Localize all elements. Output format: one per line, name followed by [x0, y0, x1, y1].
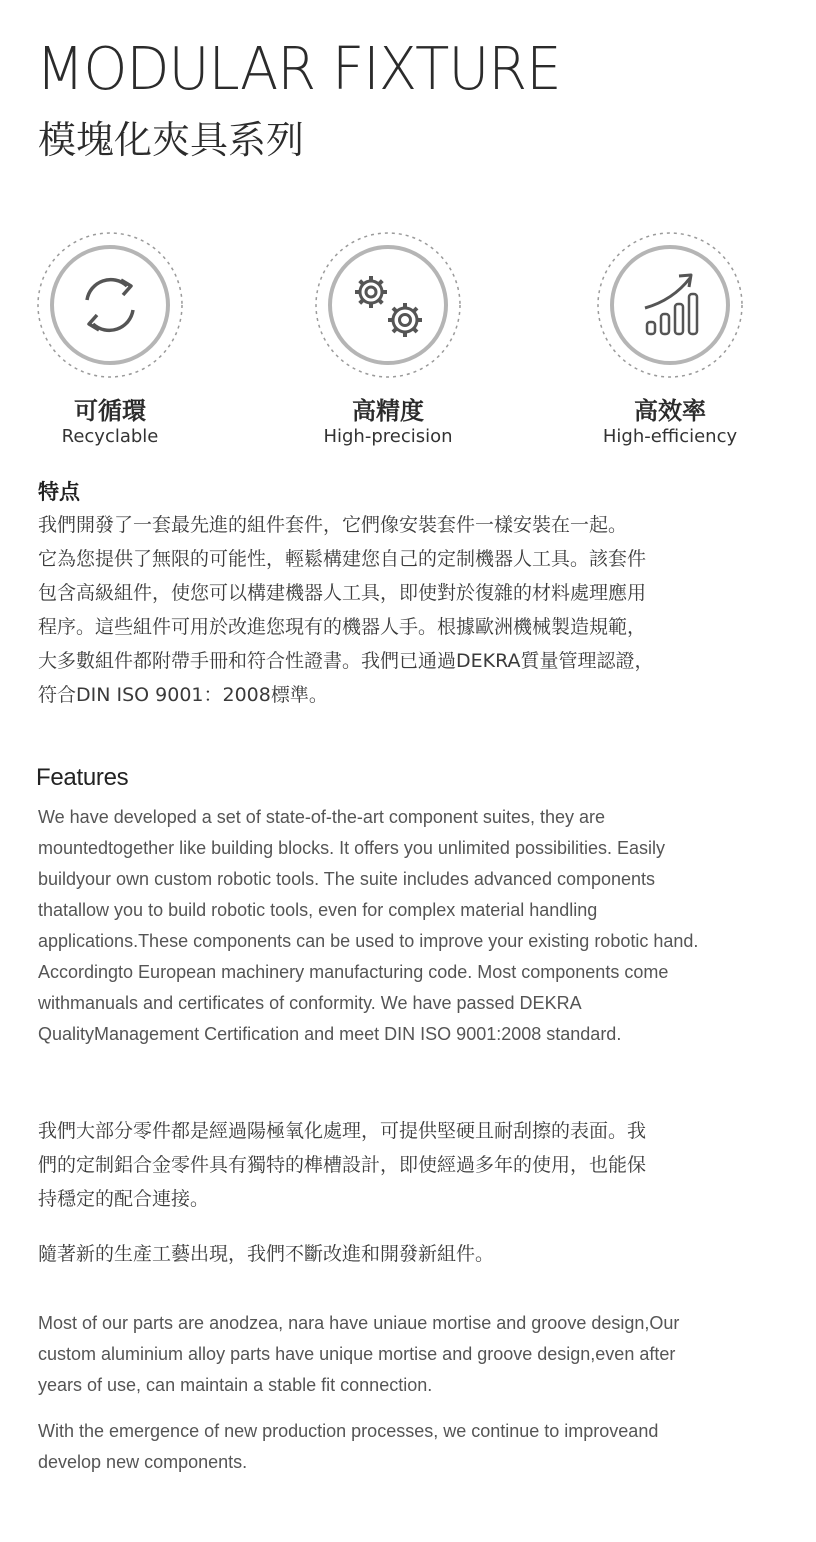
paragraph-line: 持穩定的配合連接。: [38, 1188, 210, 1210]
feature-high-efficiency: [560, 230, 780, 448]
feature-high-precision: [278, 230, 498, 448]
paragraph-line: develop new components.: [38, 1452, 248, 1472]
paragraph-line: 我們大部分零件都是經過陽極氧化處理，可提供堅硬且耐刮擦的表面。我: [38, 1120, 647, 1142]
feature-label-zh: 可循環: [74, 397, 146, 425]
paragraph-line: thatallow you to build robotic tools, even for complex material handling: [38, 900, 598, 920]
paragraph-line: mountedtogether like building blocks. It offers you unlimited possibilities. Easily: [38, 838, 665, 858]
feature-label-zh: 高精度: [352, 397, 424, 425]
feature-label-en: Recyclable: [61, 426, 159, 448]
paragraph-line: custom aluminium alloy parts have unique mortise and groove design,even after: [38, 1344, 676, 1364]
paragraph-line: 隨著新的生產工藝出現，我們不斷改進和開發新組件。: [38, 1243, 495, 1265]
paragraph-line: withmanuals and certificates of conformity. We have passed DEKRA: [38, 993, 582, 1013]
feature-label-en: High-efficiency: [602, 426, 738, 448]
paragraph-line: 符合DIN ISO 9001：2008標準。: [38, 684, 328, 706]
growth-chart-icon: [595, 230, 745, 380]
paragraph-line: 它為您提供了無限的可能性，輕鬆構建您自己的定制機器人工具。該套件: [38, 548, 647, 570]
closing-paragraph-en: [38, 1416, 778, 1478]
paragraph-line: applications.These components can be used to improve your existing robotic hand.: [38, 931, 699, 951]
page-subtitle-zh: 模塊化夾具系列: [38, 118, 305, 162]
section-heading-zh: 特点: [38, 480, 80, 504]
closing-paragraph-zh: [38, 1237, 778, 1271]
feature-recyclable: [0, 230, 220, 448]
paragraph-line: Most of our parts are anodzea, nara have uniaue mortise and groove design,Our: [38, 1313, 680, 1333]
parts-paragraph-en: [38, 1308, 778, 1401]
paragraph-line: 程序。這些組件可用於改進您現有的機器人手。根據歐洲機械製造規範，: [38, 616, 647, 638]
features-paragraph-zh: [38, 508, 778, 712]
parts-paragraph-zh: [38, 1114, 778, 1216]
paragraph-line: With the emergence of new production processes, we continue to improveand: [38, 1421, 659, 1441]
paragraph-line: 大多數組件都附帶手冊和符合性證書。我們已通過DEKRA質量管理認證，: [38, 650, 654, 672]
recycle-icon: [35, 230, 185, 380]
gears-icon: [313, 230, 463, 380]
features-paragraph-en: [38, 802, 778, 1050]
feature-highlights: [0, 230, 816, 460]
paragraph-line: buildyour own custom robotic tools. The suite includes advanced components: [38, 869, 656, 889]
paragraph-line: QualityManagement Certification and meet DIN ISO 9001:2008 standard.: [38, 1024, 622, 1044]
paragraph-line: We have developed a set of state-of-the-art component suites, they are: [38, 807, 605, 827]
paragraph-line: Accordingto European machinery manufacturing code. Most components come: [38, 962, 669, 982]
page-title: MODULAR FIXTURE: [36, 35, 561, 104]
feature-label-zh: 高效率: [634, 397, 706, 425]
paragraph-line: 包含高級組件，使您可以構建機器人工具，即使對於復雜的材料處理應用: [38, 582, 647, 604]
paragraph-line: 我們開發了一套最先進的組件套件，它們像安裝套件一樣安裝在一起。: [38, 514, 628, 536]
section-heading-en: Features: [36, 764, 129, 791]
paragraph-line: years of use, can maintain a stable fit connection.: [38, 1375, 433, 1395]
paragraph-line: 們的定制鋁合金零件具有獨特的榫槽設計，即使經過多年的使用，也能保: [38, 1154, 647, 1176]
feature-label-en: High-precision: [323, 426, 453, 448]
